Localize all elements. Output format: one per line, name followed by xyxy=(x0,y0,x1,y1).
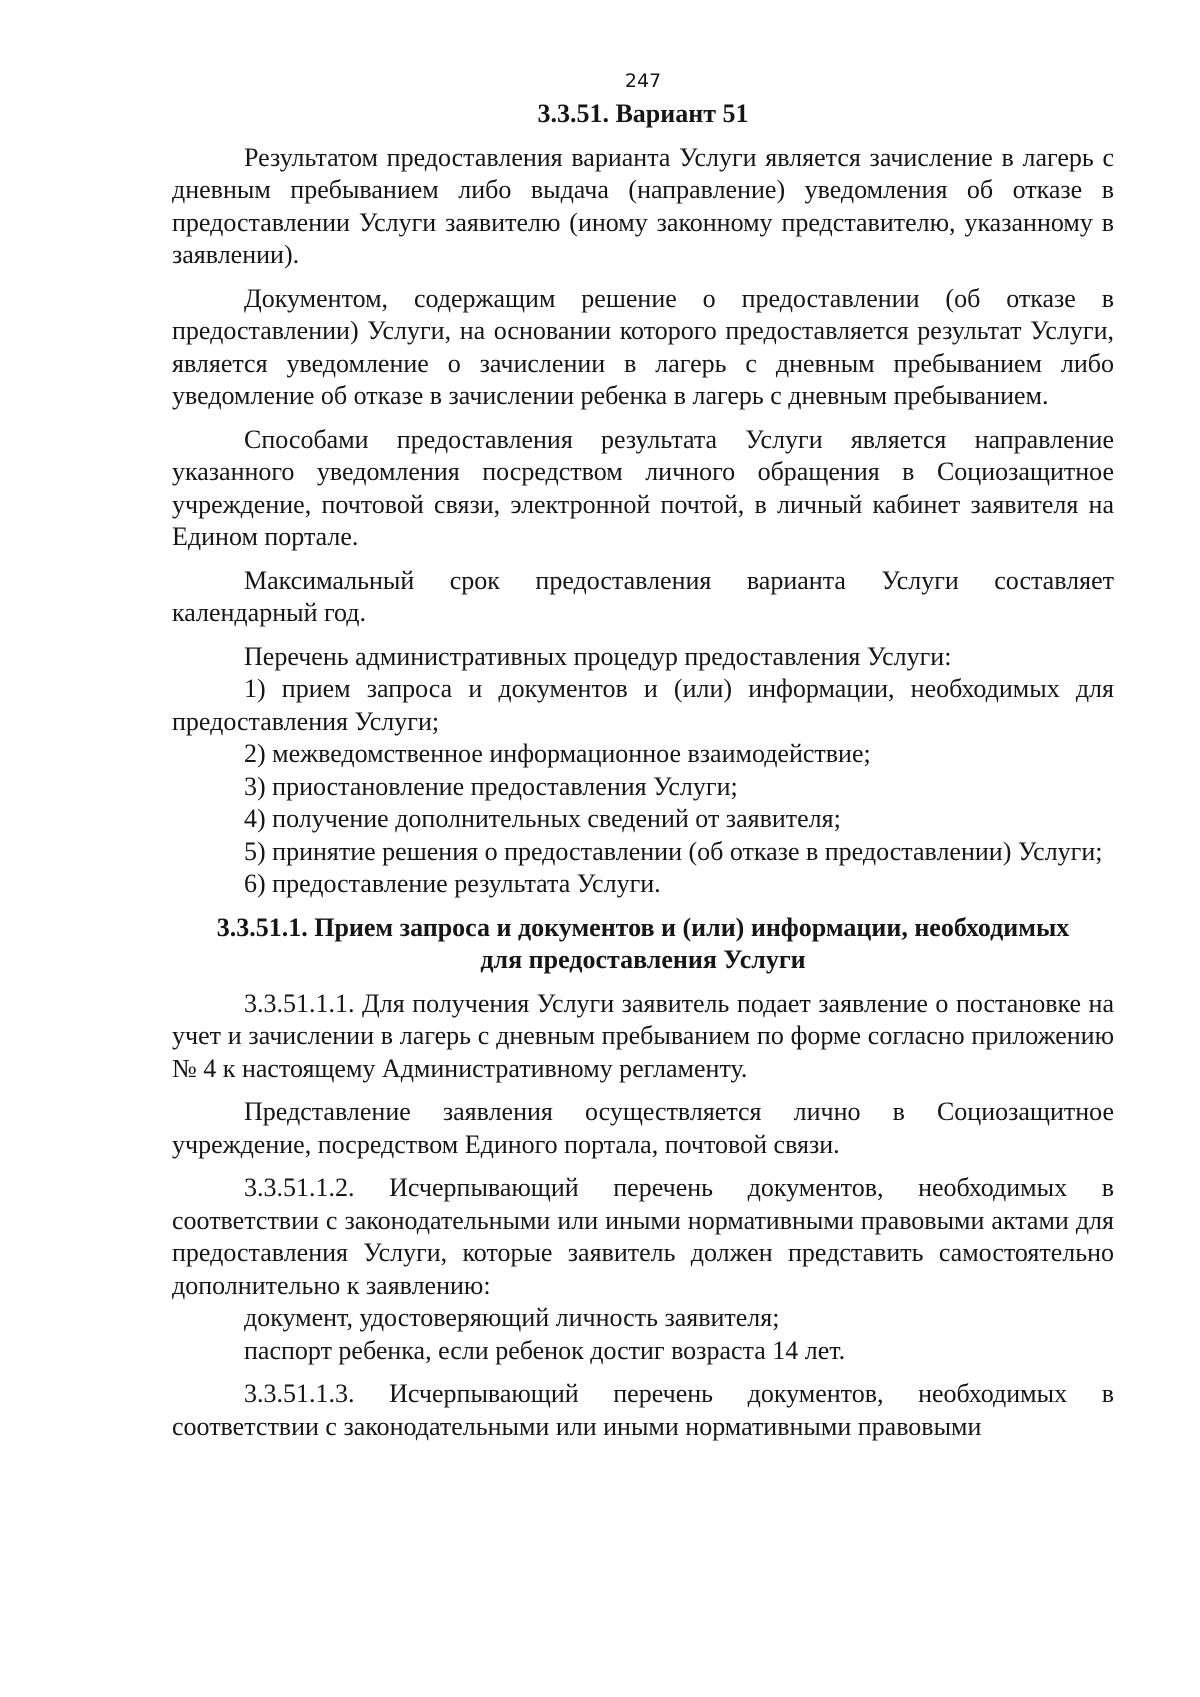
document-item: документ, удостоверяющий личность заявителя; xyxy=(244,1303,780,1332)
procedure-item: 4) получение дополнительных сведений от заявителя; xyxy=(244,804,841,833)
paragraph-application: 3.3.51.1.1. Для получения Услуги заявитель подает заявление о постановке на учет и зачислении в лагерь с дневным пребыванием по форме согласно приложению № 4 к настоящему Административному регламенту. xyxy=(172,988,1114,1083)
procedures-intro: Перечень административных процедур предоставления Услуги: xyxy=(244,641,952,671)
procedure-item: 6) предоставление результата Услуги. xyxy=(244,869,661,898)
paragraph-delivery-methods: Способами предоставления результата Услуги является направление указанного уведомления посредством личного обращения в Социозащитное учреждение, почтовой связи, электронной почтой, в личный кабинет заявителя на Едином портале. xyxy=(172,424,1114,551)
paragraph-result: Результатом предоставления варианта Услуги является зачисление в лагерь с дневным пребыванием либо выдача (направление) уведомления об отказе в предоставлении Услуги заявителю (иному законному представителю, указанному в заявлении). xyxy=(172,142,1114,269)
paragraph-required-documents: 3.3.51.1.2. Исчерпывающий перечень документов, необходимых в соответствии с законодательными или иными нормативными правовыми актами для предоставления Услуги, которые заявитель должен представить самостоятельно дополнительно к заявлению: xyxy=(172,1173,1114,1300)
document-item: паспорт ребенка, если ребенок достиг возраста 14 лет. xyxy=(244,1335,846,1365)
page-content xyxy=(172,64,1114,1454)
paragraph-submission: Представление заявления осуществляется лично в Социозащитное учреждение, посредством Единого портала, почтовой связи. xyxy=(172,1097,1114,1159)
subsection-title-line1: 3.3.51.1. Прием запроса и документов и (или) информации, необходимых xyxy=(216,912,1070,942)
page-number: 247 xyxy=(624,70,662,92)
procedure-item: 3) приостановление предоставления Услуги; xyxy=(244,771,738,801)
section-title: 3.3.51. Вариант 51 xyxy=(537,99,749,128)
paragraph-additional-documents: 3.3.51.1.3. Исчерпывающий перечень документов, необходимых в соответствии с законодательными или иными нормативными правовыми xyxy=(172,1379,1114,1441)
subsection-title-line2: для предоставления Услуги xyxy=(480,945,806,974)
procedure-item: 1) прием запроса и документов и (или) информации, необходимых для предоставления Услуги; xyxy=(172,674,1114,736)
subsection-title xyxy=(172,912,1114,977)
procedure-item: 5) принятие решения о предоставлении (об отказе в предоставлении) Услуги; xyxy=(244,836,1103,866)
paragraph-decision-document: Документом, содержащим решение о предоставлении (об отказе в предоставлении) Услуги, на основании которого предоставляется результат Услуги, является уведомление о зачислении в лагерь с дневным пребыванием либо уведомление об отказе в зачислении ребенка в лагерь с дневным пребыванием. xyxy=(172,283,1114,410)
procedure-item: 2) межведомственное информационное взаимодействие; xyxy=(244,739,871,768)
paragraph-max-term: Максимальный срок предоставления варианта Услуги составляет календарный год. xyxy=(172,565,1114,627)
